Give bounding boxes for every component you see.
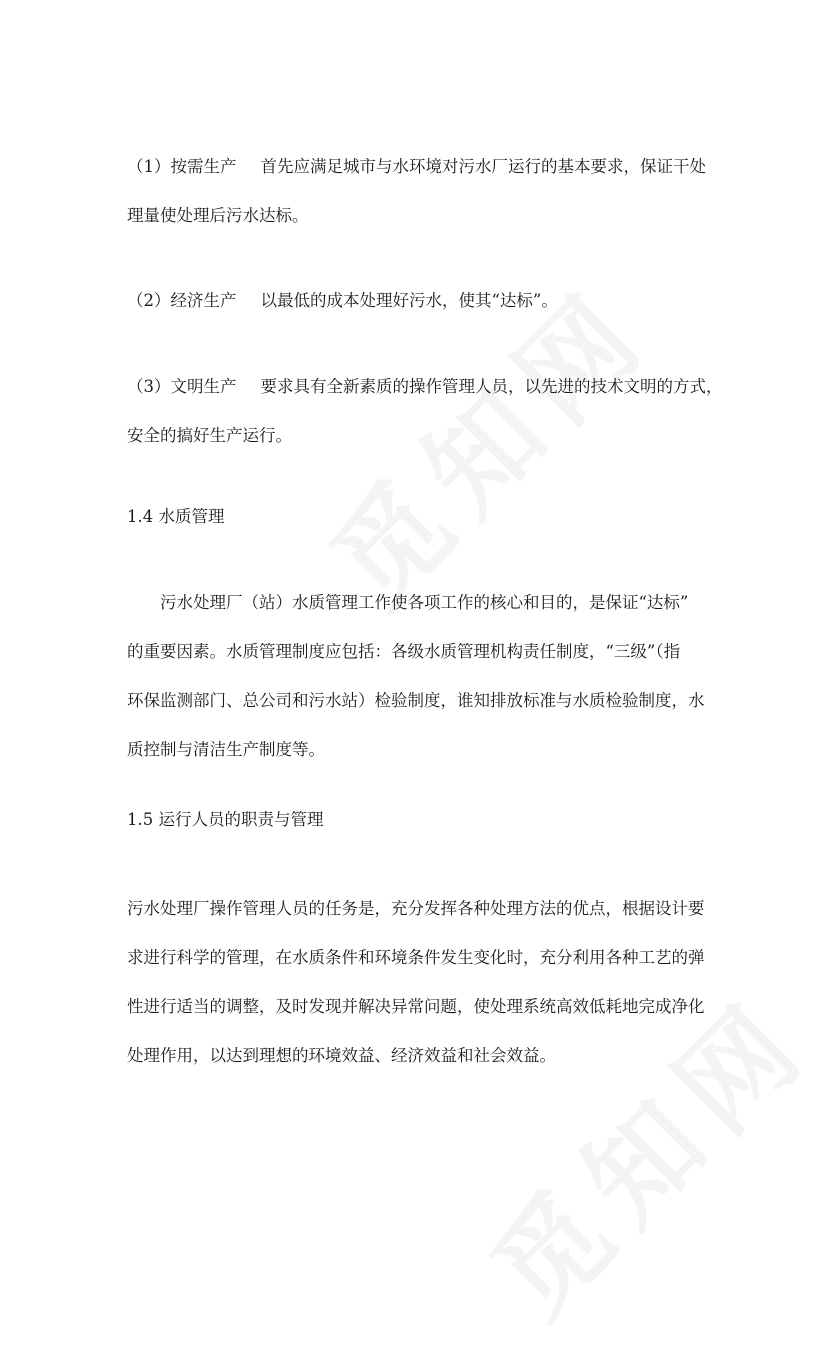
- list-item-label: （2）经济生产: [127, 291, 237, 310]
- paragraph-line: 污水处理厂操作管理人员的任务是，充分发挥各种处理方法的优点，根据设计要: [127, 899, 705, 918]
- paragraph-line: 质控制与清洁生产制度等。: [127, 740, 325, 759]
- list-item: [127, 362, 723, 460]
- list-item-label: （3）文明生产: [127, 377, 237, 396]
- paragraph-line: 性进行适当的调整，及时发现并解决异常问题，使处理系统高效低耗地完成净化: [127, 997, 705, 1016]
- list-item-label: （1）按需生产: [127, 157, 237, 176]
- list-item-text: 要求具有全新素质的操作管理人员，以先进的技术文明的方式，: [260, 377, 723, 396]
- list-item-line: [127, 276, 707, 325]
- paragraph-line: 污水处理厂（站）水质管理工作使各项工作的核心和目的，是保证“达标”: [160, 593, 689, 612]
- section-paragraph: [127, 884, 707, 1080]
- list-item-line: [127, 142, 707, 191]
- paragraph-line: 的重要因素。水质管理制度应包括：各级水质管理机构责任制度，“三级”（指: [127, 642, 681, 661]
- paragraph-line: 环保监测部门、总公司和污水站）检验制度，谁知排放标准与水质检验制度，水: [127, 691, 705, 710]
- list-item-line: [127, 362, 723, 411]
- list-item-text: 首先应满足城市与水环境对污水厂运行的基本要求，保证干处: [260, 157, 706, 176]
- list-item-text: 理量使处理后污水达标。: [127, 206, 309, 225]
- paragraph-line: 求进行科学的管理，在水质条件和环境条件发生变化时，充分利用各种工艺的弹: [127, 948, 705, 967]
- section-paragraph: [127, 578, 707, 774]
- list-item: [127, 276, 707, 325]
- section-heading: 1.4 水质管理: [127, 507, 225, 526]
- list-item: [127, 142, 707, 240]
- list-item-text: 以最低的成本处理好污水，使其“达标”。: [260, 291, 558, 310]
- list-item-text: 安全的搞好生产运行。: [127, 426, 292, 445]
- section-heading: 1.5 运行人员的职责与管理: [127, 810, 324, 829]
- paragraph-line: 处理作用，以达到理想的环境效益、经济效益和社会效益。: [127, 1046, 556, 1065]
